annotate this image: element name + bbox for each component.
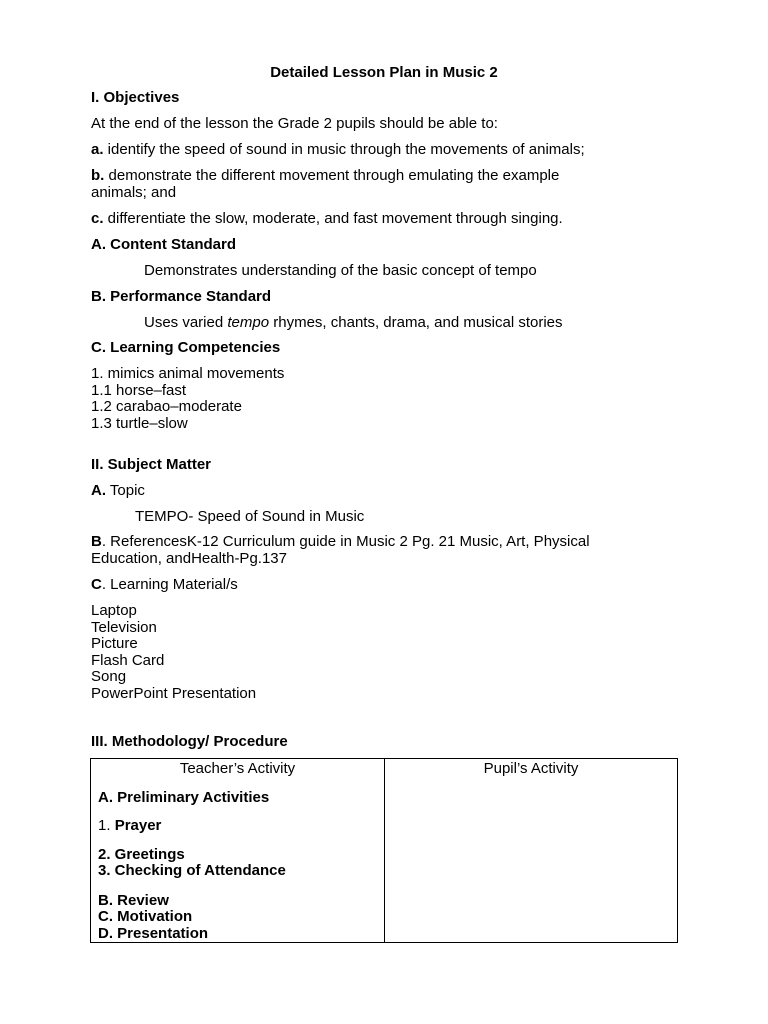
- review-item: B. Review: [98, 891, 169, 909]
- list-item: Flash Card: [91, 651, 165, 669]
- references-text-continued: Education, andHealth-Pg.137: [91, 549, 287, 567]
- teacher-activity-header: Teacher’s Activity: [179, 760, 296, 777]
- materials-letter: C: [91, 576, 102, 593]
- content-standard-text: Demonstrates understanding of the basic concept of tempo: [144, 262, 537, 279]
- objective-b: [91, 168, 559, 201]
- topic-letter: A.: [91, 482, 106, 499]
- performance-standard-heading: B. Performance Standard: [91, 288, 272, 305]
- list-item: Laptop: [91, 602, 137, 619]
- performance-standard-text: [144, 315, 563, 332]
- objectives-heading: I. Objectives: [91, 89, 180, 106]
- references-letter: B: [91, 533, 102, 550]
- attendance-item: 3. Checking of Attendance: [98, 862, 286, 879]
- topic-line: [91, 483, 145, 500]
- list-item: Television: [91, 618, 157, 636]
- motivation-item: C. Motivation: [98, 908, 193, 925]
- pupil-activity-cell: [385, 759, 678, 943]
- topic-text: TEMPO- Speed of Sound in Music: [135, 508, 365, 525]
- presentation-item: D. Presentation: [98, 924, 209, 942]
- procedure-table: [90, 758, 678, 943]
- objective-text: differentiate the slow, moderate, and fast movement through singing.: [103, 210, 563, 227]
- prayer-label: Prayer: [114, 817, 162, 834]
- learning-competencies-list: [91, 366, 284, 432]
- objective-c: [91, 211, 563, 228]
- preliminary-activities: A. Preliminary Activities: [98, 788, 270, 806]
- objective-text: demonstrate the different movement through emulating the example: [104, 167, 560, 184]
- prayer-number: 1.: [98, 817, 115, 834]
- subject-matter-heading: II. Subject Matter: [91, 456, 212, 473]
- objective-letter: c.: [91, 210, 104, 227]
- objective-text: identify the speed of sound in music through the movements of animals;: [103, 141, 585, 158]
- materials-label: . Learning Material/s: [101, 576, 238, 593]
- content-standard-heading: A. Content Standard: [91, 236, 236, 253]
- performance-text-after: rhymes, chants, drama, and musical stories: [269, 314, 563, 331]
- document-title: Detailed Lesson Plan in Music 2: [270, 64, 498, 81]
- performance-text-italic: tempo: [227, 314, 270, 331]
- methodology-heading: III. Methodology/ Procedure: [91, 733, 288, 750]
- list-item: 1.3 turtle–slow: [91, 414, 188, 432]
- greetings-item: 2. Greetings: [98, 845, 185, 863]
- topic-label: Topic: [106, 482, 145, 499]
- list-item: PowerPoint Presentation: [91, 684, 257, 702]
- list-item: Picture: [91, 635, 138, 652]
- references-text: . ReferencesK-12 Curriculum guide in Music 2 Pg. 21 Music, Art, Physical: [101, 533, 590, 550]
- list-item: 1.2 carabao–moderate: [91, 398, 242, 415]
- performance-text-before: Uses varied: [144, 314, 228, 331]
- list-item: 1.1 horse–fast: [91, 381, 187, 399]
- teacher-activity-cell: [91, 759, 385, 943]
- learning-materials-line: [91, 577, 238, 594]
- list-item: 1. mimics animal movements: [91, 365, 285, 382]
- list-item: Song: [91, 668, 127, 685]
- pupil-activity-header: Pupil’s Activity: [483, 760, 579, 777]
- objectives-intro: At the end of the lesson the Grade 2 pupils should be able to:: [91, 115, 498, 132]
- objective-a: [91, 142, 585, 159]
- learning-competencies-heading: C. Learning Competencies: [91, 339, 281, 356]
- objective-letter: a.: [91, 141, 104, 158]
- materials-list: [91, 603, 256, 702]
- prayer-item: [98, 818, 384, 835]
- references: [91, 534, 590, 567]
- objective-letter: b.: [91, 167, 105, 184]
- objective-text-continued: animals; and: [91, 183, 177, 201]
